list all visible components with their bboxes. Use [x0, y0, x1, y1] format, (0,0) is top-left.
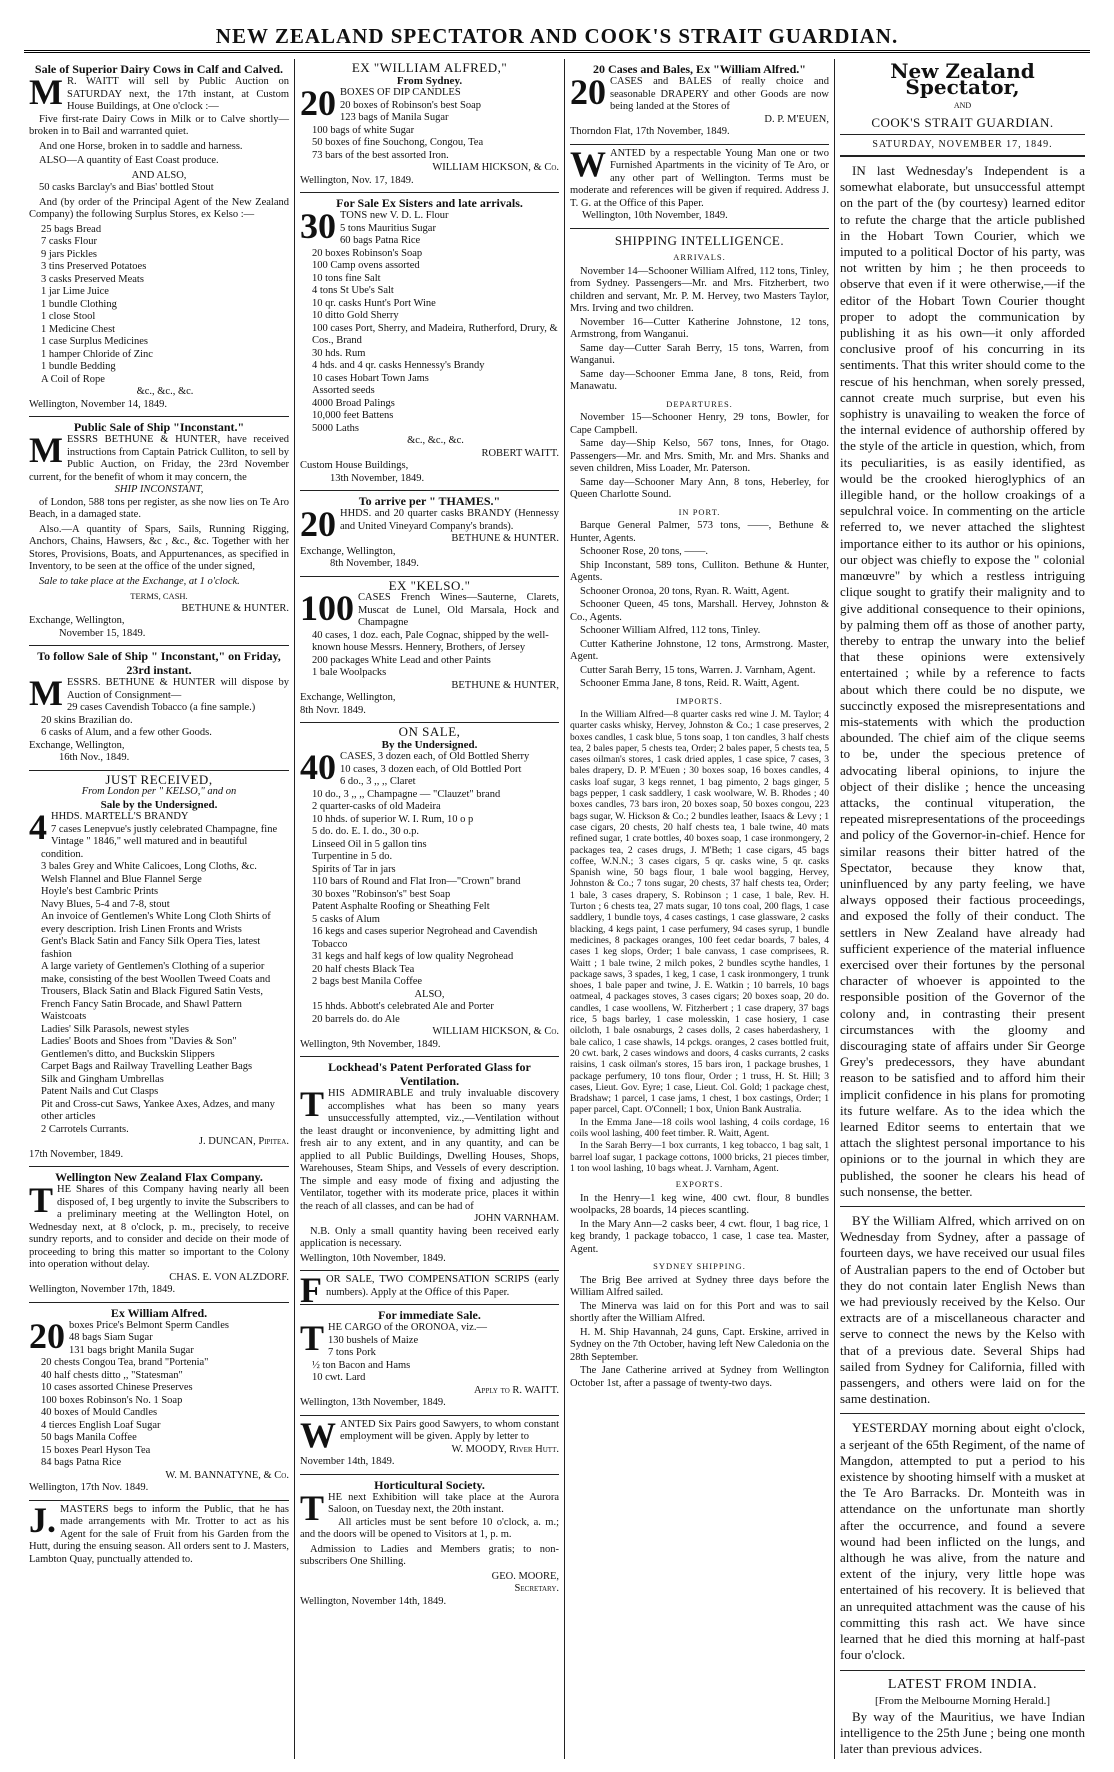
list-item: Gent's Black Satin and Fancy Silk Opera Ties, latest fashion — [41, 936, 261, 960]
list-item: Gentlemen's ditto, and Buckskin Slippers — [41, 1048, 215, 1060]
list-item: ½ ton Bacon and Hams — [312, 1359, 411, 1371]
item-list — [29, 224, 289, 399]
ad-body: ESSRS. BETHUNE & HUNTER will dispose by Auction of Consignment— — [66, 677, 289, 701]
list-item: Ladies' Boots and Shoes from "Davies & Son" — [41, 1036, 237, 1047]
ad-date: Exchange, Wellington, — [29, 615, 125, 626]
ad-title: JUST RECEIVED, — [105, 771, 213, 787]
ad-signature: BETHUNE & HUNTER, — [451, 679, 559, 691]
ad-follow-sale — [29, 646, 289, 771]
list-item: 20 barrels do. do Ale — [312, 1013, 400, 1025]
list-item: 10 ditto Gold Sherry — [312, 310, 399, 321]
arrival-entry: November 14—Schooner William Alfred, 112 tons, Tinley, from Sydney. Passengers—Mr. and Mrs. Fitzherbert, two children and servant, Mr. P. M. Hervey, two Masters Taylor, Mrs. Irving and two children. — [570, 265, 829, 314]
editorial-paragraph: By way of the Mauritius, we have Indian intelligence to the 25th June ; being one month later than previous advices. — [840, 1708, 1085, 1757]
sydney-entry: The Brig Bee arrived at Sydney three days before the William Alfred sailed. — [570, 1274, 829, 1299]
list-item: &c., &c., &c. — [136, 386, 194, 397]
ad-title: 20 Cases and Bales, Ex "William Alfred." — [593, 62, 806, 76]
ad-title: Lockhead's Patent Perforated Glass for Ventilation. — [328, 1060, 531, 1088]
item-list — [300, 764, 559, 989]
ad-title: For Sale Ex Sisters and late arrivals. — [336, 196, 523, 210]
list-item: 131 bags bright Manila Sugar — [69, 1344, 194, 1356]
arrival-entry: Same day—Schooner Emma Jane, 8 tons, Reid, from Manawatu. — [570, 368, 829, 392]
list-item: 50 bags Manila Coffee — [41, 1432, 137, 1443]
list-item: 40 half chests ditto ,, "Statesman" — [41, 1369, 183, 1381]
ad-signature: CHAS. E. VON ALZDORF. — [169, 1271, 289, 1283]
india-headline: LATEST FROM INDIA. — [887, 1676, 1038, 1692]
list-item: 20 chests Congou Tea, brand "Portenia" — [41, 1357, 209, 1368]
list-item: Welsh Flannel and Blue Flannel Serge — [41, 873, 202, 885]
ad-body: TONS new V. D. L. Flour — [340, 210, 449, 221]
ad-date: 13th November, 1849. — [330, 472, 425, 484]
list-item: 73 bars of the best assorted Iron. — [312, 149, 449, 161]
ad-on-sale — [300, 723, 559, 1057]
masthead: NEW ZEALAND SPECTATOR AND COOK'S STRAIT GUARDIAN. — [24, 22, 1090, 53]
list-item: 48 bags Siam Sugar — [69, 1332, 153, 1343]
list-item: Spirits of Tar in jars — [312, 863, 396, 875]
ad-signature: GEO. MOORE, — [491, 1570, 559, 1582]
drop-cap: M — [29, 430, 63, 470]
list-item: 3 bales Grey and White Calicoes, Long Cloths, &c. — [41, 861, 257, 872]
list-item: 3 casks Preserved Meats — [41, 273, 144, 285]
list-item: 110 bars of Round and Flat Iron—"Crown" brand — [312, 876, 521, 887]
list-item: 50 boxes of fine Souchong, Congou, Tea — [312, 137, 484, 148]
list-item: 10 cases assorted Chinese Preserves — [41, 1382, 193, 1393]
list-item: 100 cases Port, Sherry, and Madeira, Rutherford, Drury, & Cos., Brand — [312, 322, 558, 346]
list-item: 4 tierces English Loaf Sugar — [41, 1419, 161, 1431]
list-item: 40 boxes of Mould Candles — [41, 1407, 158, 1418]
ad-paragraph: Admission to Ladies and Members gratis; to non-subscribers One Shilling. — [300, 1543, 559, 1567]
paper-title: New Zealand Spectator, — [890, 59, 1035, 100]
list-item: 9 jars Pickles — [41, 248, 97, 260]
paper-subtitle: COOK'S STRAIT GUARDIAN. — [871, 114, 1054, 130]
ad-body: BOXES OF DIP CANDLES — [340, 87, 461, 98]
ad-signature: WILLIAM HICKSON, & Co. — [432, 1026, 559, 1037]
list-item: Silk and Gingham Umbrellas — [41, 1073, 164, 1085]
inport-head: IN PORT. — [678, 506, 721, 517]
list-item: 10,000 feet Battens — [312, 410, 394, 421]
list-item: 3 tins Preserved Potatoes — [41, 261, 147, 272]
ad-paragraph: of London, 588 tons per register, as she now lies on Te Aro Beach, in a damaged state. — [29, 496, 289, 520]
ad-date: November 14th, 1849. — [300, 1456, 395, 1467]
list-item: Assorted seeds — [312, 385, 375, 396]
list-item: 29 cases Cavendish Tobacco (a fine sample.) — [66, 702, 256, 713]
list-item: 10 hhds. of superior W. I. Rum, 10 o p — [312, 813, 474, 825]
ad-subhead: By the Undersigned. — [381, 738, 478, 751]
ad-signature: D. P. M'EUEN, — [764, 113, 829, 125]
ad-signature: BETHUNE & HUNTER. — [181, 602, 289, 614]
ad-title: EX "KELSO." — [388, 577, 471, 593]
ad-body: R. WAITT will sell by Public Auction on SATURDAY next, the 17th instant, at Custom House Buildings, at One o'clock :— — [66, 76, 289, 112]
list-item: 10 cases Hobart Town Jams — [312, 372, 429, 384]
ad-body: ESSRS BETHUNE & HUNTER, have received instructions from Captain Patrick Culliton, to sell by Public Auction, on Friday, the 23rd November current, for the benefit of whom it may concern, the — [29, 434, 289, 483]
divider — [840, 1413, 1085, 1414]
ad-horticultural — [300, 1475, 559, 1614]
list-item: 7 cases Lenepvue's justly celebrated Champagne, fine Vintage " 1846," well matured and in beautiful condition. — [41, 823, 278, 860]
ad-masters — [29, 1501, 289, 1572]
ad-title: ON SALE, — [398, 724, 461, 739]
ad-paragraph: All articles must be sent before 10 o'clock, a. m.; and the doors will be opened to Visitors at 1, p. m. — [300, 1516, 559, 1540]
list-item: 5000 Laths — [312, 422, 359, 434]
ad-title: Wellington New Zealand Flax Company. — [55, 1170, 263, 1184]
ad-date: Wellington, November 14th, 1849. — [300, 1595, 447, 1607]
list-item: 10 do., 3 ,, ,, Champagne — "Clauzet" brand — [312, 788, 501, 800]
ad-date: Wellington, 13th November, 1849. — [300, 1397, 446, 1408]
item-list — [29, 824, 289, 1137]
import-entry: In the William Alfred—8 quarter casks red wine J. M. Taylor; 4 quarter casks whisky, Hervey, Johnston & Co.; 1 case preserves, 2 boxes candles, 1 cask blue, 5 tons soap, 1 ton candles, 3 half chests tea, 2 bales paper, 5 chests tea, Order; 2 bales paper, 5 chests tea, 5 cases oilman's stores, 1 cask dried apples, 1 case spice, 7 cases, 3 bales drapery, D. P. M'Euen ; 30 boxes soap, 16 boxes candles, 4 casks loaf sugar, 3 kegs rennet, 1 bag pimento, 2 bags ginger, 5 bags pepper, 1 cask saddlery, 1 cask woolware, W. B. Rhodes ; 40 boxes candles, 73 bars iron, 20 boxes soap, 50 boxes congou, 223 bags sugar, W. Hickson & Co.; 2 bundles leather, Isaacs & Levy ; 1 case cigars, 20 chests, 20 half chests tea, 1 bale twine, 40 mats refined sugar, 1 crate bottles, 40 boxes soap, 1 case ironmongery, 2 packages tea, 2 cases drugs, J. M'Beth; 1 case cigars, 45 bags coffee, W.N.N.; 3 cases cigars, 5 qr. casks wine, 5 qr. casks Spanish wine, 50 bags flour, 1 bale wool bagging, Hervey, Johnston & Co.; 7 tons sugar, 20 chests, 37 half chests tea, Order; 1 bale, 3 cases drapery, S. Robinson ; 1 case, 1 bale, Rev. H. Turton ; 6 chests tea, 27 mats sugar, 10 tons coal, 200 flags, 1 case saddlery, 1 bundle toys, 4 cases castings, 1 case glassware, 2 casks blacking, 4 kegs paint, 1 case perfumery, 94 cases syrup, 1 bundle medicines, 8 packages oranges, 100 feet cedar boards, 7 bales, 4 cases 1 keg slops, Order; 1 bale canvass, 1 case comprisees, R. Waitt ; 1 bale twine, 2 milch pokes, 2 bundles scythe handles, 1 package saws, 3 spades, 1 keg, 1 case, 1 cask ironmongery, 1 trunk shoes, 1 bale paper and twine, J. E. Watkin ; 10 barrels, 10 bags oatmeal, 4 packages stoves, 3 cases cigars; 20 boxes soap, 20 do. candles, 1 case woollens, W. Fitzherbert ; 1 case drapery, 37 bags rice, 5 bags barley, 1 case molesskin, 1 case hosiery, 1 case oilcloth, 1 bale osnaburgs, 2 cases dolls, 2 cases haberdashery, 1 bale calico, 1 case shawls, 14 pckgs. oranges, 2 cases bottled fruit, 20 cwt. bark, 2 cases windows and doors, 4 casks currants, 2 casks raisins, 1 cask oilman's stores, 15 bars iron, 1 package brushes, 1 package perfumery, 10 tons flour, Order ; 1 truss, H. St. Hill; 3 cases, Lieut. Gov. Eyre; 1 case, Lieut. Col. Gold; 1 package chest, Bradshaw; 1 parcel, 1 case jams, 1 chest, 1 box castings, Order; 1 paper parcel, Capt. O'Connell; 1 box, Union Bank Australia. — [570, 709, 829, 1116]
ad-signature: Apply to R. WAITT. — [473, 1384, 559, 1396]
ad-subhead: From London per " KELSO," and on — [81, 786, 237, 797]
list-item: 20 boxes of Robinson's best Soap — [340, 99, 482, 111]
list-item: A Coil of Rope — [41, 373, 105, 385]
ad-signature: ROBERT WAITT. — [481, 447, 559, 459]
column-4-editorial — [834, 59, 1090, 1759]
list-item: A large variety of Gentlemen's Clothing of a superior make, consisting of the best Woollen Tweed Coats and Trousers, Black Satin and Black Figured Satin Vests, French Fancy Satin Brocade, and Shawl Pattern Waistcoats — [41, 961, 271, 1022]
drop-cap: W — [300, 1414, 336, 1455]
item-list — [300, 100, 559, 163]
list-item: Carpet Bags and Railway Travelling Leather Bags — [41, 1061, 253, 1072]
ad-terms: TERMS, CASH. — [130, 591, 188, 601]
ad-lockhead-glass — [300, 1057, 559, 1271]
ad-signature: WILLIAM HICKSON, & Co. — [432, 162, 559, 173]
drop-cap: W — [570, 143, 606, 184]
ad-title: Horticultural Society. — [374, 1477, 485, 1492]
inport-entry: Schooner Oronoa, 20 tons, Ryan. R. Waitt, Agent. — [580, 585, 790, 597]
list-item: 1 close Stool — [41, 311, 96, 322]
list-item: 1 hamper Chloride of Zinc — [41, 348, 153, 360]
ad-date: Custom House Buildings, — [300, 460, 409, 471]
ad-title: EX "WILLIAM ALFRED," — [351, 60, 508, 75]
column-2 — [294, 59, 564, 1759]
imports-head: IMPORTS. — [676, 695, 723, 706]
list-item: 1 bundle Clothing — [41, 298, 117, 310]
item-list — [300, 223, 559, 448]
ad-paragraph: 50 casks Barclay's and Bias' bottled Stout — [39, 182, 214, 193]
ad-paragraph: Five first-rate Dairy Cows in Milk or to Calve shortly—broken in to Bail and warranted quiet. — [29, 113, 289, 137]
ad-wanted-sawyers — [300, 1416, 559, 1475]
ad-subhead: From Sydney. — [396, 74, 463, 87]
ad-date: 8th November, 1849. — [330, 558, 419, 569]
editorial-paragraph: IN last Wednesday's Independent is a somewhat elaborate, but unsuccessful attempt on the part of the (by courtesy) learned editor to refute the charge that the article published in the Hobart Town Courier, which we imputed to a political Doctor of his party, was not written by him ; he then proceeds to observe that even if it were otherwise,—if the editor of the Hobart Town Courier thought proper to adopt the communication by publishing it as his own—it only afforded conclusive proof of his concurring in its sentiments. That this writer should come to the rescue of his henchman, when sorely pressed, cannot create much surprise, but even his sophistry is unavailing to weaken the force of the internal evidence of authorship offered by the style of the article in question, which, from its peculiarities, is as easily identified, as would be the crooked hieroglyphics of an illegible hand, or the hollow croakings of a sepulchral voice. In commenting on the article referred to, we never attached the slightest importance either to its author or his opinions, our object was chiefly to expose the " colonial manœuvre" by which a restless intriguing clique sought to gratify their malignity and to give additional consequence to their opinions, by palming them off as those of another party, thereby to entrap the unwary into the belief that these opinions were extensively entertained ; while by a reference to facts about which there could be no dispute, we succinctly exposed the misrepresentations and mis-statements with which the production abounded. The chief aim of the clique seems to be, under the specious pretence of advocating liberal opinions, to injure the object of their dislike ; hence the unceasing attacks, the continual vituperation, the repeated misrepresentations of the proceedings and policy of the Governor-in-chief. Hence for similar reasons their bitter hatred of the Spectator, because they know that, uninfluenced by any party feeling, we have always opposed their factious proceedings, and exposed the folly of their conduct. The settlers in New Zealand have already had sufficient experience of the material influence exercised over their fortunes by the personal character of whoever is appointed to the responsible position of the Governor of the colony and, in contrasting their present circumstances with the gloomy and discouraging state of affairs under Sir George Grey's predecessors, they have abundant reason to be satisfied and to afford him their implicit confidence in his plans for promoting its future welfare. As to the idea which the learned Editor seems to entertain that we attach the slightest personal importance to his opinions or to the journal in which they are published, the sooner he clears his head of such nonsense, the better. — [840, 163, 1085, 1199]
ad-paragraph: And one Horse, broken in to saddle and harness. — [39, 140, 243, 152]
list-item: 20 half chests Black Tea — [312, 963, 415, 975]
ad-signature: JOHN VARNHAM. — [474, 1213, 559, 1224]
export-entry: In the Mary Ann—2 casks beer, 4 cwt. flour, 1 bag rice, 1 keg brandy, 1 package tobacco, 1 case, 1 case tea. Master, Agent. — [570, 1218, 829, 1255]
drop-cap: T — [300, 1487, 325, 1528]
ad-date: 17th November, 1849. — [29, 1148, 124, 1160]
list-item: Linseed Oil in 5 gallon tins — [312, 838, 427, 850]
ad-date: Exchange, Wellington, — [29, 739, 125, 751]
list-item: 10 qr. casks Hunt's Port Wine — [312, 297, 436, 309]
list-item: 15 boxes Pearl Hyson Tea — [41, 1444, 151, 1456]
list-item: 31 kegs and half kegs of low quality Negrohead — [312, 951, 514, 962]
ad-date: Wellington, Nov. 17, 1849. — [300, 174, 414, 186]
list-item: 60 bags Patna Rice — [340, 235, 421, 246]
export-entry: In the Henry—1 keg wine, 400 cwt. flour, 8 bundles woolpacks, 28 boards, 14 pieces scantling. — [570, 1192, 829, 1217]
ad-body: CASES French Wines—Sauterne, Clarets, Muscat de Lunel, Old Marsala, Hock and Champagne — [358, 592, 559, 628]
ad-date: Wellington, 10th November, 1849. — [582, 210, 728, 221]
exports-head: EXPORTS. — [675, 1179, 724, 1190]
list-item: 1 bale Woolpacks — [312, 667, 387, 678]
list-item: 30 hds. Rum — [312, 347, 366, 359]
list-item: 2 bags best Manila Coffee — [312, 976, 423, 987]
list-item: 1 Medicine Chest — [41, 323, 116, 335]
ad-date: Wellington, 9th November, 1849. — [300, 1038, 441, 1050]
drop-cap: 20 — [29, 1315, 65, 1356]
ad-date: Exchange, Wellington, — [300, 545, 396, 557]
departure-entry: November 15—Schooner Henry, 29 tons, Bowler, for Cape Campbell. — [570, 412, 829, 436]
ad-title: For immediate Sale. — [378, 1308, 481, 1322]
list-item: 1 case Surplus Medicines — [41, 336, 149, 347]
drop-cap: M — [29, 72, 63, 112]
editorial-paragraph: YESTERDAY morning about eight o'clock, a serjeant of the 65th Regiment, of the name of Mangdon, attempted to put a period to his existence by shooting himself with a musket at the Te Aro Barracks. Dr. Monteith was in attendance on the unfortunate man shortly after the occurrence, and found a severe wound had been inflicted on the lungs, and although he was alive, from the nature and extent of the injury, very little hope was entertained of his recovery. It is believed that an unrequited attachment was the cause of his committing this rash act. We have since learned that he died this morning at half-past four o'clock. — [840, 1420, 1085, 1663]
drop-cap: F — [300, 1270, 322, 1310]
ad-title: Public Sale of Ship "Inconstant." — [73, 420, 245, 434]
drop-cap: T — [300, 1318, 325, 1358]
india-source: [From the Melbourne Morning Herald.] — [874, 1694, 1051, 1707]
list-item: Turpentine in 5 do. — [312, 851, 393, 862]
list-item: Pit and Cross-cut Saws, Yankee Axes, Adzes, and many other articles — [41, 1098, 275, 1122]
list-item: 7 casks Flour — [41, 236, 97, 247]
ad-subhead: SHIP INCONSTANT, — [114, 484, 204, 495]
list-item: 5 tons Mauritius Sugar — [340, 222, 436, 234]
drop-cap: 100 — [300, 588, 354, 628]
list-item: 5 do. do. E. I. do., 30 o.p. — [312, 826, 420, 837]
ad-signature: W. M. BANNATYNE, & Co. — [165, 1469, 289, 1481]
ad-title: Ex William Alfred. — [110, 1305, 208, 1320]
list-item: Navy Blues, 5-4 and 7-8, stout — [41, 898, 170, 910]
ad-date: 16th Nov., 1849. — [59, 752, 130, 763]
editorial-paragraph: BY the William Alfred, which arrived on on Wednesday from Sydney, after a passage of fourteen days, we have received our usual files of Australian papers to the end of October but they do not contain later English News than we had previously received by the Kelso. Our extracts are of a miscellaneous character and serve to connect the news by the Kelso with that of a previous date. Several Ships had sailed from Sydney for California, filled with passengers, and others were laid on for the same destination. — [840, 1213, 1085, 1407]
ad-subhead: Sale by the Undersigned. — [100, 798, 218, 811]
drop-cap: 4 — [29, 807, 47, 847]
departure-entry: Same day—Ship Kelso, 567 tons, Innes, for Otago. Passengers—Mr. and Mrs. Smith, Mr. and Mrs. Shanks and seven children, Miss Loader, Mr. Paterson. — [570, 438, 829, 474]
ad-subhead: ALSO, — [414, 988, 445, 1000]
list-item: 7 tons Pork — [328, 1347, 376, 1358]
ad-body: HE CARGO of the ORONOA, viz.— — [328, 1322, 487, 1333]
departures-head: DEPARTURES. — [666, 398, 733, 409]
ad-thames — [300, 491, 559, 577]
drop-cap: J. — [29, 1499, 56, 1540]
list-item: 6 do., 3 ,, ,, Claret — [340, 776, 416, 787]
column-3 — [564, 59, 834, 1759]
ad-title: Sale of Superior Dairy Cows in Calf and Calved. — [34, 62, 284, 76]
ad-date: Wellington, 17th Nov. 1849. — [29, 1482, 149, 1493]
divider — [840, 1206, 1085, 1207]
arrival-entry: Same day—Cutter Sarah Berry, 15 tons, Warren, from Wanganui. — [570, 342, 829, 366]
ad-date: Exchange, Wellington, — [300, 692, 396, 703]
ad-body: HE next Exhibition will take place at the Aurora Saloon, on Tuesday next, the 20th instant. — [328, 1491, 559, 1515]
item-list — [29, 1332, 289, 1470]
ad-title: To follow Sale of Ship " Inconstant," on Friday, 23rd instant. — [37, 649, 281, 677]
list-item: Patent Nails and Cut Clasps — [41, 1086, 159, 1097]
inport-entry: Barque General Palmer, 573 tons, ——, Bethune & Hunter, Agents. — [570, 520, 829, 544]
ad-body: CASES and BALES of really choice and seasonable DRAPERY and other Goods are now being landed at the Stores of — [610, 76, 829, 112]
list-item: 25 bags Bread — [41, 223, 102, 235]
ad-ex-william-alfred — [29, 1303, 289, 1501]
divider — [840, 1670, 1085, 1671]
arrivals-head: ARRIVALS. — [673, 252, 726, 262]
ad-body: boxes Price's Belmont Sperm Candles — [69, 1319, 229, 1331]
shipping-intelligence — [570, 232, 829, 1391]
import-entry: In the Emma Jane—18 coils wool lashing, 4 coils cordage, 16 coils wool lashing, 400 feet timber. R. Waitt, Agent. — [570, 1116, 829, 1139]
ad-compensation-scrips — [300, 1270, 559, 1310]
list-item: 100 bags of white Sugar — [312, 124, 415, 136]
ad-title: To arrive per " THAMES." — [358, 494, 501, 508]
departure-entry: Same day—Schooner Mary Ann, 8 tons, Heberley, for Queen Charlotte Sound. — [570, 476, 829, 500]
ad-date: Wellington, 10th November, 1849. — [300, 1252, 446, 1264]
inport-entry: Ship Inconstant, 589 tons, Culliton. Bethune & Hunter, Agents. — [570, 559, 829, 583]
shipping-title: SHIPPING INTELLIGENCE. — [614, 232, 785, 248]
inport-entry: Schooner William Alfred, 112 tons, Tinley. — [580, 625, 761, 636]
ad-date: Wellington, November 14, 1849. — [29, 398, 167, 410]
list-item: 123 bags of Manila Sugar — [340, 112, 449, 123]
list-item: 6 casks of Alum, and a few other Goods. — [41, 727, 212, 738]
list-item: 1 jar Lime Juice — [41, 286, 109, 297]
arrival-entry: November 16—Cutter Katherine Johnstone, 12 tons, Armstrong, from Wanganui. — [570, 316, 829, 340]
drop-cap: 40 — [300, 747, 336, 787]
ad-date: 8th Novr. 1849. — [300, 704, 366, 716]
ad-subhead: AND ALSO, — [131, 169, 187, 181]
list-item: 20 boxes Robinson's Soap — [312, 247, 423, 259]
sydney-head: SYDNEY SHIPPING. — [653, 1261, 746, 1272]
drop-cap: M — [29, 673, 63, 713]
list-item: Ladies' Silk Parasols, newest styles — [41, 1023, 189, 1035]
ad-paragraph: Sale to take place at the Exchange, at 1 o'clock. — [39, 575, 240, 587]
drop-cap: 30 — [300, 206, 336, 246]
inport-entry: Cutter Sarah Berry, 15 tons, Warren. J. Varnham, Agent. — [580, 664, 816, 676]
list-item: 1 bundle Bedding — [41, 361, 116, 372]
item-list — [300, 1335, 559, 1385]
ad-immediate-sale — [300, 1305, 559, 1416]
ad-ex-kelso — [300, 577, 559, 724]
list-item: 130 bushels of Maize — [328, 1334, 419, 1346]
list-item: 10 cwt. Lard — [312, 1372, 366, 1383]
sydney-entry: The Jane Catherine arrived at Sydney from Wellington October 1st, after a passage of twenty-two days. — [570, 1365, 829, 1389]
list-item: 15 hhds. Abbott's celebrated Ale and Porter — [312, 1001, 494, 1012]
ad-signature: BETHUNE & HUNTER. — [451, 533, 559, 544]
ad-body: ANTED Six Pairs good Sawyers, to whom constant employment will be given. Apply by letter to — [340, 1418, 559, 1442]
drop-cap: T — [300, 1084, 325, 1124]
ad-date: Thorndon Flat, 17th November, 1849. — [570, 126, 730, 137]
list-item: 2 Carrotels Currants. — [41, 1123, 129, 1135]
ad-body: MASTERS begs to inform the Public, that he has made arrangements with Mr. Trotter to act as his Agent for the sale of Fruit from his Garden from the Hutt, during the ensuing season. All orders sent to J. Masters, Lambton Quay, punctually attended to. — [29, 1503, 289, 1565]
issue-dateline: SATURDAY, NOVEMBER 17, 1849. — [840, 134, 1085, 157]
item-list — [300, 630, 559, 680]
ad-ship-inconstant — [29, 417, 289, 646]
list-item: 16 kegs and cases superior Negrohead and Cavendish Tobacco — [312, 926, 538, 950]
ad-body: CASES, 3 dozen each, of Old Bottled Sherry — [340, 751, 530, 762]
list-item: 200 packages White Lead and other Paints — [312, 654, 491, 666]
ad-just-received — [29, 771, 289, 1168]
ad-body: HHDS. and 20 quarter casks BRANDY (Hennessy and United Vineyard Company's brands). — [340, 508, 559, 532]
list-item: 30 boxes "Robinson's" best Soap — [312, 888, 451, 900]
ad-ex-sisters — [300, 193, 559, 491]
list-item: 4 hds. and 4 qr. casks Hennessy's Brandy — [312, 360, 485, 371]
drop-cap: 20 — [300, 83, 336, 123]
list-item: 2 quarter-casks of old Madeira — [312, 801, 441, 812]
paper-title-and: AND — [953, 101, 972, 111]
ad-signature: W. MOODY, River Hutt. — [451, 1443, 559, 1455]
list-item: 40 cases, 1 doz. each, Pale Cognac, shipped by the well-known house Messrs. Hennery, Brothers, of Jersey — [312, 629, 549, 653]
ad-body: HE Shares of this Company having nearly all been disposed of, I beg urgently to invite the Subscribers to a preliminary meeting at the Wellington Hotel, on Wednesday next, at 8 o'clock, p. m., precisely, to receive sundry reports, and to consider and decide on their mode of proceeding to bring this matter so important to the Colony into operation without delay. — [29, 1184, 289, 1270]
ad-paragraph: Also.—A quantity of Spars, Sails, Running Rigging, Anchors, Chains, Hawsers, &c , &c., &c. Together with her Stores, Provisions, Boats, and Appurtenances, as specified in Inventory, to be seen at the office of the under signed, — [29, 523, 289, 572]
list-item: 4 tons St Ube's Salt — [312, 285, 394, 296]
item-list — [29, 702, 289, 740]
inport-entry: Schooner Emma Jane, 8 tons, Reid. R. Waitt, Agent. — [580, 678, 800, 689]
ad-body: HHDS. MARTELL'S BRANDY — [51, 811, 189, 822]
list-item: Patent Asphalte Roofing or Sheathing Felt — [312, 901, 490, 912]
list-item: 4000 Broad Palings — [312, 397, 395, 409]
list-item: 84 bags Patna Rice — [41, 1457, 122, 1468]
inport-entry: Schooner Queen, 45 tons, Marshall. Hervey, Johnston & Co., Agents. — [570, 599, 829, 623]
drop-cap: T — [29, 1180, 54, 1220]
ad-wanted-apartments — [570, 145, 829, 229]
drop-cap: 20 — [570, 72, 606, 112]
sydney-entry: H. M. Ship Havannah, 24 guns, Capt. Erskine, arrived in Sydney on the 7th October, having left New Caledonia on the 28th September. — [570, 1326, 829, 1363]
list-item: An invoice of Gentlemen's White Long Cloth Shirts of every description. Irish Linen Fronts and Wrists — [41, 911, 271, 935]
ad-dairy-cows — [29, 59, 289, 417]
ad-flax-company — [29, 1167, 289, 1303]
ad-signature: Secretary. — [514, 1583, 559, 1594]
import-entry: In the Sarah Berry—1 box currants, 1 keg tobacco, 1 bag salt, 1 barrel loaf sugar, 1 package cottons, 1000 bricks, 21 pieces timber, 1 ton wool lashing, 10 bags wheat. J. Varnham, Agent. — [570, 1140, 829, 1174]
ad-ex-william-alfred-sydney — [300, 59, 559, 193]
list-item: 10 cases, 3 dozen each, of Old Bottled Port — [340, 763, 522, 775]
list-item: 20 skins Brazilian do. — [41, 714, 133, 726]
ad-paragraph: ALSO—A quantity of East Coast produce. — [39, 155, 219, 166]
ad-body: OR SALE, TWO COMPENSATION SCRIPS (early numbers). Apply at the Office of this Paper. — [326, 1274, 559, 1298]
item-list — [300, 1001, 559, 1026]
ad-date: Wellington, November 17th, 1849. — [29, 1284, 176, 1295]
ad-paragraph: And (by order of the Principal Agent of the New Zealand Company) the following Surplus Stores, ex Kelso :— — [29, 196, 289, 220]
list-item: Hoyle's best Cambric Prints — [41, 886, 159, 897]
ad-body: ANTED by a respectable Young Man one or two Furnished Apartments in the vicinity of Te Aro, or any other part of Wellington. Terms must be moderate and references will be given if required. Address J. T. G. at the Office of this Paper. — [570, 147, 829, 209]
ad-date: November 15, 1849. — [59, 627, 146, 639]
ad-body: HIS ADMIRABLE and truly invaluable discovery accomplishes what has been so many years unsuccessfully attempted, viz.,—Ventilation without the least draught or inconvenience, by admitting light and fresh air to any extent, and in any quantity, and can be applied to all Public Buildings, Dwelling Houses, Shops, Warehouses, Steam Ships, and Vessels of every description. The simple and easy mode of fixing and adjusting the Ventilator, together with its moderate price, places it within the reach of all classes, and can be had of — [300, 1088, 559, 1212]
list-item: 5 casks of Alum — [312, 913, 380, 925]
inport-entry: Cutter Katherine Johnstone, 12 tons, Armstrong. Master, Agent. — [570, 638, 829, 662]
list-item: 10 tons fine Salt — [312, 272, 381, 284]
ad-paragraph: N.B. Only a small quantity having been received early application is necessary. — [300, 1225, 559, 1249]
list-item: 100 Camp ovens assorted — [312, 260, 420, 271]
ad-signature: J. DUNCAN, Pipitea. — [198, 1136, 289, 1147]
column-1 — [24, 59, 294, 1759]
list-item: 100 boxes Robinson's No. 1 Soap — [41, 1394, 183, 1406]
ad-drapery — [570, 59, 829, 145]
inport-entry: Schooner Rose, 20 tons, ——. — [580, 546, 709, 557]
sydney-entry: The Minerva was laid on for this Port and was to sail shortly after the William Alfred. — [570, 1300, 829, 1325]
drop-cap: 20 — [300, 504, 336, 544]
list-item: &c., &c., &c. — [407, 435, 464, 446]
